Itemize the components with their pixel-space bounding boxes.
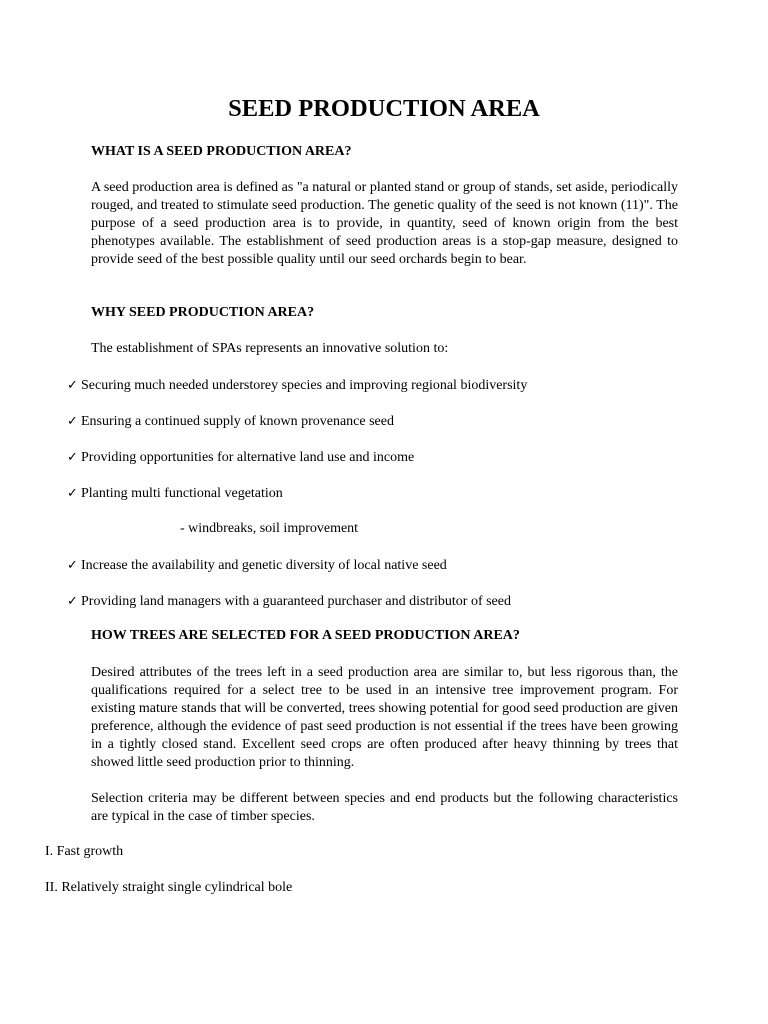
checkmark-icon: ✓ [67, 449, 78, 464]
section-paragraph-selection: Desired attributes of the trees left in a seed production area are similar to, but less rigorous than, the qualifications required for a select tree to be used in an intensive tree improvement program. For existing mature stands that will be converted, trees showing potential for good seed production are given preference, although the evidence of past seed production is not essential if the trees have been growing in a tightly closed stand. Excellent seed crops are often produced after heavy thinning by trees that showed little seed production prior to thinning. [91, 665, 678, 770]
list-item: ✓ Increase the availability and genetic diversity of local native seed [67, 557, 447, 573]
checkmark-icon: ✓ [67, 413, 78, 428]
list-item: ✓ Planting multi functional vegetation [67, 485, 283, 501]
criteria-item: II. Relatively straight single cylindrical bole [45, 880, 293, 895]
section-heading-what: WHAT IS A SEED PRODUCTION AREA? [91, 144, 352, 159]
list-item: ✓ Securing much needed understorey species and improving regional biodiversity [67, 377, 528, 393]
page-title: SEED PRODUCTION AREA [228, 95, 540, 122]
criteria-item: I. Fast growth [45, 844, 124, 859]
list-item: ✓ Providing land managers with a guaranteed purchaser and distributor of seed [67, 593, 511, 609]
list-item: ✓ Ensuring a continued supply of known provenance seed [67, 413, 394, 429]
section-paragraph-definition: A seed production area is defined as "a natural or planted stand or group of stands, set aside, periodically rouged, and treated to stimulate seed production. The genetic quality of the seed is not known (11)". The purpose of a seed production area is to provide, in quantity, seed of known origin from the best phenotypes available. The establishment of seed production areas is a stop-gap measure, designed to provide seed of the best possible quality until our seed orchards begin to bear. [91, 180, 678, 267]
checkmark-icon: ✓ [67, 557, 78, 572]
section-paragraph-criteria: Selection criteria may be different between species and end products but the following characteristics are typical in the case of timber species. [91, 791, 678, 824]
section-intro-text: The establishment of SPAs represents an innovative solution to: [91, 341, 449, 356]
section-heading-how: HOW TREES ARE SELECTED FOR A SEED PRODUCTION AREA? [91, 628, 520, 643]
section-heading-why: WHY SEED PRODUCTION AREA? [91, 305, 315, 320]
sub-list-item: - windbreaks, soil improvement [180, 521, 359, 536]
checkmark-icon: ✓ [67, 377, 78, 392]
checkmark-icon: ✓ [67, 485, 78, 500]
checkmark-icon: ✓ [67, 593, 78, 608]
list-item: ✓ Providing opportunities for alternative land use and income [67, 449, 415, 465]
